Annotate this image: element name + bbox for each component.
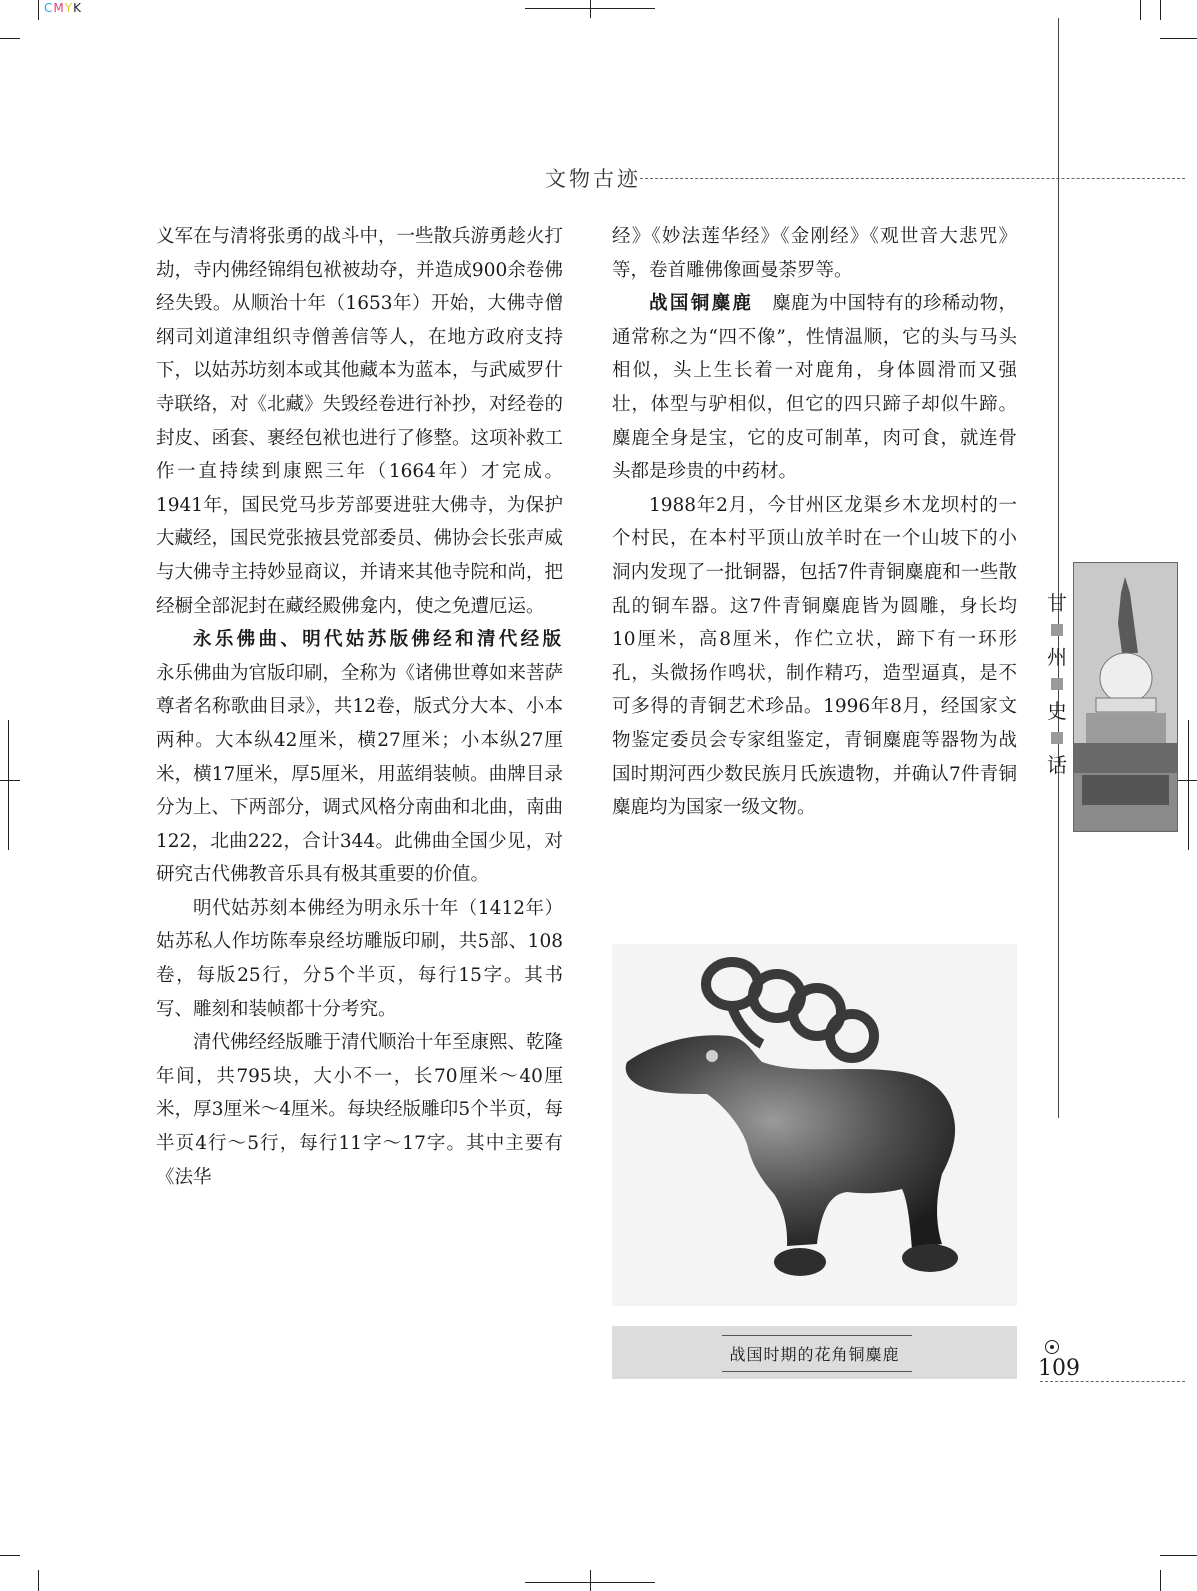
crop-mark	[38, 1570, 39, 1591]
section-heading: 战国铜麋鹿	[649, 293, 754, 315]
section-heading: 永乐佛曲、明代姑苏版佛经和清代经版	[193, 629, 563, 651]
paragraph-text: 永乐佛曲为官版印刷，全称为《诸佛世尊如来菩萨尊者名称歌曲目录》，共12卷，版式分大本、小本两种。大本纵42厘米，横27厘米；小本纵27厘米，横17厘米，厚5厘米，用蓝绢装帧。曲牌目录分为上、下两部分，调式风格分南曲和北曲，南曲122，北曲222，合计344。此佛曲全国少见，对研究古代佛教音乐具有极其重要的价值。	[156, 662, 564, 886]
side-char: 史	[1047, 699, 1067, 723]
crop-mark	[1160, 1555, 1197, 1556]
header-dashed-rule	[640, 178, 1185, 179]
square-separator-icon	[1051, 732, 1063, 744]
footer-dashed-rule	[1040, 1381, 1185, 1382]
cmyk-c: C	[44, 1, 54, 15]
crop-mark	[1160, 38, 1197, 39]
crop-mark	[8, 720, 9, 850]
paragraph: 经》《妙法莲华经》《金刚经》《观世音大悲咒》等，卷首雕佛像画曼荼罗等。	[612, 226, 1017, 281]
crop-mark	[0, 780, 20, 781]
cmyk-color-bar	[44, 1, 82, 15]
paragraph: 义军在与清将张勇的战斗中，一些散兵游勇趁火打劫，寺内佛经锦绢包袱被劫夺，并造成900余卷佛经失毁。从顺治十年（1653年）开始，大佛寺僧纲司刘道津组织寺僧善信等人，在地方政府支持下，以姑苏坊刻本或其他藏本为蓝本，与武威罗什寺联络，对《北藏》失毁经卷进行补抄，对经卷的封皮、函套、裹经包袱也进行了修整。这项补救工作一直持续到康熙三年（1664年）才完成。1941年，国民党马步芳部要进驻大佛寺，为保护大藏经，国民党张掖县党部委员、佛协会长张声威与大佛寺主持妙显商议，并请来其他寺院和尚，把经橱全部泥封在藏经殿佛龛内，使之免遭厄运。	[156, 226, 564, 617]
bronze-deer-photo	[612, 944, 1017, 1306]
section-title: 文物古迹	[545, 167, 641, 191]
paragraph	[612, 287, 1017, 489]
paragraph: 1988年2月，今甘州区龙渠乡木龙坝村的一个村民，在本村平顶山放羊时在一个山坡下的小洞内发现了一批铜器，包括7件青铜麋鹿和一些散乱的铜车器。这7件青铜麋鹿皆为圆雕，身长均10厘米，高8厘米，作伫立状，蹄下有一环形孔，头微扬作鸣状，制作精巧，造型逼真，是不可多得的青铜艺术珍品。1996年8月，经国家文物鉴定委员会专家组鉴定，青铜麋鹿等器物为战国时期河西少数民族月氏族遗物，并确认7件青铜麋鹿均为国家一级文物。	[612, 494, 1017, 819]
crop-mark	[0, 38, 20, 39]
figure-caption: 战国时期的花角铜麋鹿	[729, 1345, 900, 1364]
side-char: 州	[1047, 645, 1067, 669]
paragraph	[156, 623, 563, 892]
crop-mark	[0, 1555, 20, 1556]
square-separator-icon	[1051, 624, 1063, 636]
side-char: 话	[1047, 753, 1067, 777]
text-column-left	[156, 220, 563, 1194]
page-number: 109	[1038, 1356, 1080, 1381]
paragraph: 明代姑苏刻本佛经为明永乐十年（1412年）姑苏私人作坊陈奉泉经坊雕版印刷，共5部、108卷，每版25行，分5个半页，每行15字。其书写、雕刻和装帧都十分考究。	[156, 897, 563, 1020]
crop-mark	[590, 1570, 591, 1591]
crop-mark	[1160, 0, 1161, 20]
crop-mark	[38, 0, 39, 20]
paragraph: 清代佛经经版雕于清代顺治十年至康熙、乾隆年间，共795块，大小不一，长70厘米～40厘米，厚3厘米～4厘米。每块经版雕印5个半页，每半页4行～5行，每行11字～17字。其中主要有《法华	[156, 1032, 564, 1188]
cmyk-y: Y	[64, 1, 74, 15]
square-separator-icon	[1051, 678, 1063, 690]
caption-rule-top	[722, 1335, 912, 1336]
crop-mark	[1140, 0, 1141, 20]
pagoda-thumbnail	[1073, 562, 1178, 832]
margin-vertical-rule	[1058, 18, 1059, 1118]
caption-rule-bottom	[722, 1371, 912, 1372]
crop-mark	[1188, 720, 1189, 850]
page-marker-icon	[1045, 1340, 1059, 1354]
crop-mark	[590, 0, 591, 18]
paragraph-text: 麋鹿为中国特有的珍稀动物，通常称之为“四不像”，性情温顺，它的头与马头相似，头上生长着一对鹿角，身体圆滑而又强壮，体型与驴相似，但它的四只蹄子却似牛蹄。麋鹿全身是宝，它的皮可制革，肉可食，就连骨头都是珍贵的中药材。	[612, 293, 1017, 483]
side-char: 甘	[1047, 591, 1067, 615]
cmyk-m: M	[53, 1, 65, 15]
side-vertical-title	[1044, 590, 1070, 778]
cmyk-k: K	[73, 1, 82, 15]
crop-mark	[1160, 1570, 1161, 1591]
text-column-right	[612, 220, 1017, 825]
